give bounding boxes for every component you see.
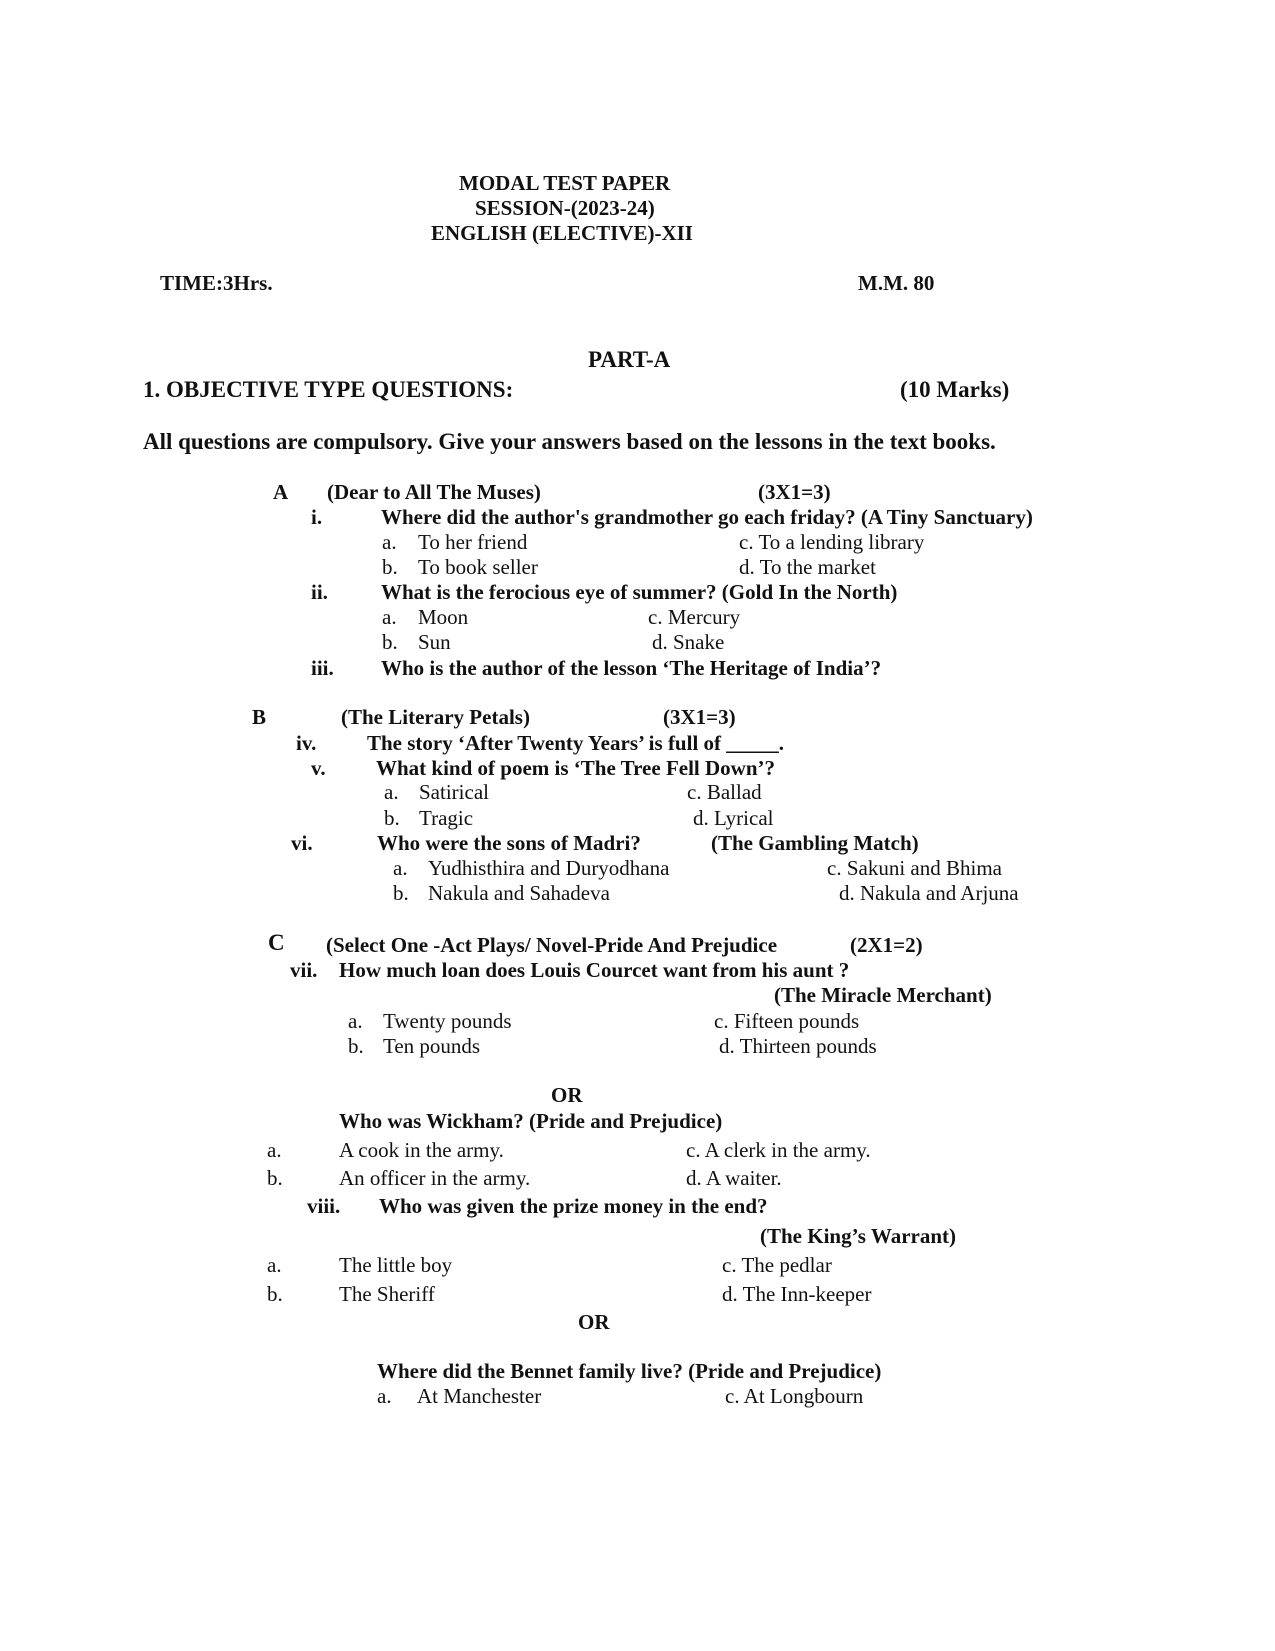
option-a-label: a.	[267, 1138, 282, 1162]
section-b-title: (The Literary Petals)	[341, 705, 530, 729]
question-text: What is the ferocious eye of summer? (Gold In the North)	[381, 580, 898, 604]
option-b: An officer in the army.	[339, 1166, 531, 1190]
option-b-label: b.	[384, 806, 400, 830]
question-number: vii.	[290, 958, 318, 982]
option-c: c. At Longbourn	[725, 1384, 864, 1408]
option-c: c. Fifteen pounds	[714, 1009, 860, 1033]
question-source: (The Gambling Match)	[711, 831, 919, 855]
section-c-letter: C	[268, 930, 285, 955]
option-b: The Sheriff	[339, 1282, 435, 1306]
option-a-label: a.	[267, 1253, 282, 1277]
section-b-letter: B	[252, 705, 267, 729]
question-source: (The Miracle Merchant)	[774, 983, 992, 1007]
option-a: At Manchester	[417, 1384, 542, 1408]
option-d: d. To the market	[739, 555, 876, 579]
section-a-marks: (3X1=3)	[758, 480, 831, 504]
section-a-letter: A	[273, 480, 289, 504]
or-separator: OR	[578, 1310, 610, 1334]
section-c-marks: (2X1=2)	[850, 933, 923, 957]
option-d: d. The Inn-keeper	[722, 1282, 872, 1306]
option-c: c. To a lending library	[739, 530, 925, 554]
option-a: Yudhisthira and Duryodhana	[428, 856, 670, 880]
question-text: What kind of poem is ‘The Tree Fell Down’?	[376, 756, 776, 780]
option-d: d. A waiter.	[686, 1166, 782, 1190]
question-text: The story ‘After Twenty Years’ is full of _____.	[367, 731, 785, 755]
option-c: c. A clerk in the army.	[686, 1138, 871, 1162]
option-b-label: b.	[382, 630, 398, 654]
option-c: c. Mercury	[648, 605, 741, 629]
option-a: To her friend	[418, 530, 528, 554]
max-marks-label: M.M. 80	[858, 271, 935, 295]
option-b-label: b.	[348, 1034, 364, 1058]
section-marks: (10 Marks)	[900, 377, 1010, 402]
option-c: c. Sakuni and Bhima	[827, 856, 1002, 880]
option-b-label: b.	[393, 881, 409, 905]
or-separator: OR	[551, 1083, 583, 1107]
option-a-label: a.	[348, 1009, 363, 1033]
option-d: d. Thirteen pounds	[719, 1034, 877, 1058]
option-a-label: a.	[377, 1384, 392, 1408]
session-label: SESSION-(2023-24)	[475, 196, 655, 220]
subject-label: ENGLISH (ELECTIVE)-XII	[431, 221, 693, 245]
option-a-label: a.	[382, 530, 397, 554]
question-number: iv.	[296, 731, 317, 755]
question-number: vi.	[291, 831, 313, 855]
time-label: TIME:3Hrs.	[160, 271, 273, 295]
option-a-label: a.	[393, 856, 408, 880]
option-a-label: a.	[384, 780, 399, 804]
option-a: Moon	[418, 605, 469, 629]
question-source: (The King’s Warrant)	[760, 1224, 957, 1248]
option-b: Sun	[418, 630, 451, 654]
option-a: Twenty pounds	[383, 1009, 512, 1033]
question-number: iii.	[311, 656, 334, 680]
option-d: d. Lyrical	[693, 806, 774, 830]
question-text: Who was given the prize money in the end?	[379, 1194, 768, 1218]
section-b-marks: (3X1=3)	[663, 705, 736, 729]
question-text: Who is the author of the lesson ‘The Heritage of India’?	[381, 656, 882, 680]
option-d: d. Nakula and Arjuna	[839, 881, 1019, 905]
option-a: The little boy	[339, 1253, 453, 1277]
section-heading: 1. OBJECTIVE TYPE QUESTIONS:	[143, 377, 514, 402]
question-text: Who was Wickham? (Pride and Prejudice)	[339, 1109, 723, 1133]
question-number: viii.	[307, 1194, 341, 1218]
option-b-label: b.	[267, 1282, 283, 1306]
question-text: Where did the Bennet family live? (Pride and Prejudice)	[377, 1359, 882, 1383]
option-b-label: b.	[382, 555, 398, 579]
question-text: How much loan does Louis Courcet want from his aunt ?	[339, 958, 850, 982]
question-text: Where did the author's grandmother go each friday? (A Tiny Sanctuary)	[381, 505, 1033, 529]
question-text: Who were the sons of Madri?	[377, 831, 641, 855]
part-heading: PART-A	[588, 347, 671, 372]
option-b: Ten pounds	[383, 1034, 481, 1058]
question-number: i.	[311, 505, 323, 529]
option-b: Tragic	[419, 806, 474, 830]
option-c: c. The pedlar	[722, 1253, 832, 1277]
option-b: Nakula and Sahadeva	[428, 881, 610, 905]
option-a-label: a.	[382, 605, 397, 629]
option-b-label: b.	[267, 1166, 283, 1190]
section-c-title: (Select One -Act Plays/ Novel-Pride And Prejudice	[326, 933, 778, 957]
option-d: d. Snake	[652, 630, 725, 654]
question-number: ii.	[311, 580, 328, 604]
paper-title: MODAL TEST PAPER	[459, 171, 671, 195]
option-a: Satirical	[419, 780, 489, 804]
option-c: c. Ballad	[687, 780, 762, 804]
instructions: All questions are compulsory. Give your answers based on the lessons in the text books.	[143, 429, 996, 454]
option-b: To book seller	[418, 555, 538, 579]
section-a-title: (Dear to All The Muses)	[327, 480, 541, 504]
question-number: v.	[311, 756, 326, 780]
option-a: A cook in the army.	[339, 1138, 504, 1162]
